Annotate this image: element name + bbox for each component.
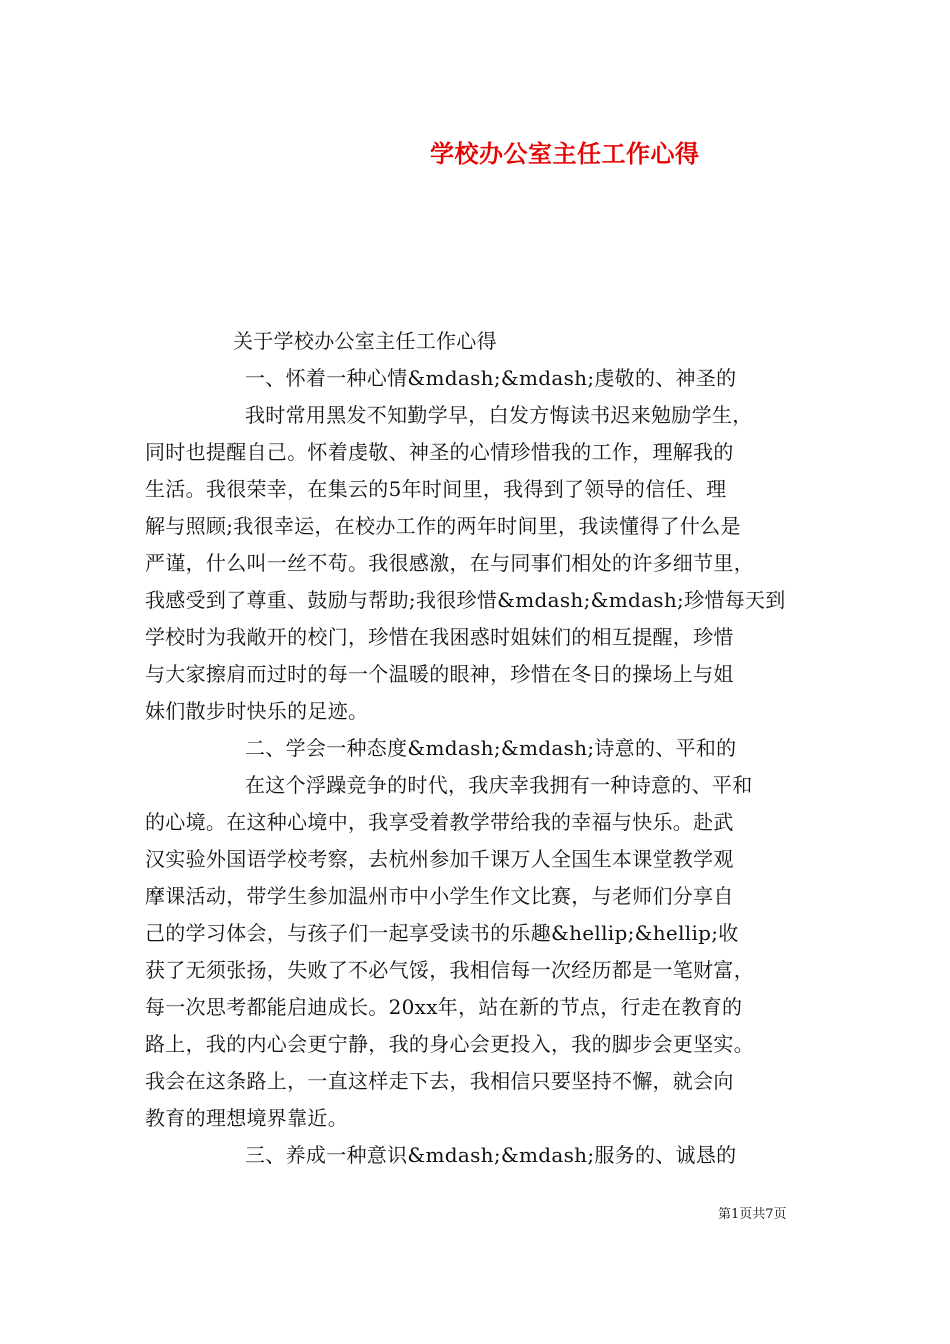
paragraph-line: 我感受到了尊重、鼓励与帮助;我很珍惜&mdash;&mdash;珍惜每天到	[145, 588, 786, 612]
paragraph-line: 的心境。在这种心境中，我享受着教学带给我的幸福与快乐。赴武	[145, 810, 734, 834]
paragraph-line: 与大家擦肩而过时的每一个温暖的眼神，珍惜在冬日的操场上与姐	[145, 662, 734, 686]
paragraph-line: 获了无须张扬，失败了不必气馁，我相信每一次经历都是一笔财富，	[145, 958, 754, 982]
section-heading-2: 二、学会一种态度&mdash;&mdash;诗意的、平和的	[245, 736, 737, 760]
paragraph-line: 教育的理想境界靠近。	[145, 1106, 348, 1130]
page-number: 第1页共7页	[718, 1207, 787, 1222]
paragraph-line: 在这个浮躁竞争的时代，我庆幸我拥有一种诗意的、平和	[245, 773, 753, 797]
paragraph-line: 同时也提醒自己。怀着虔敬、神圣的心情珍惜我的工作，理解我的	[145, 440, 734, 464]
article-heading: 关于学校办公室主任工作心得	[233, 329, 497, 353]
paragraph-line: 路上，我的内心会更宁静，我的身心会更投入，我的脚步会更坚实。	[145, 1032, 754, 1056]
section-heading-3: 三、养成一种意识&mdash;&mdash;服务的、诚恳的	[245, 1143, 737, 1167]
paragraph-line: 己的学习体会，与孩子们一起享受读书的乐趣&hellip;&hellip;收	[145, 921, 739, 945]
paragraph-line: 解与照顾;我很幸运，在校办工作的两年时间里，我读懂得了什么是	[145, 514, 741, 538]
paragraph-line: 严谨，什么叫一丝不苟。我很感激，在与同事们相处的许多细节里，	[145, 551, 754, 575]
paragraph-line: 我会在这条路上，一直这样走下去，我相信只要坚持不懈，就会向	[145, 1069, 734, 1093]
paragraph-line: 学校时为我敞开的校门，珍惜在我困惑时姐妹们的相互提醒，珍惜	[145, 625, 734, 649]
paragraph-line: 生活。我很荣幸，在集云的5年时间里，我得到了领导的信任、理	[145, 477, 727, 501]
document-title: 学校办公室主任工作心得	[430, 139, 700, 168]
paragraph-line: 汉实验外国语学校考察，去杭州参加千课万人全国生本课堂教学观	[145, 847, 734, 871]
paragraph-line: 每一次思考都能启迪成长。20xx年，站在新的节点，行走在教育的	[145, 995, 743, 1019]
paragraph-line: 妹们散步时快乐的足迹。	[145, 699, 369, 723]
section-heading-1: 一、怀着一种心情&mdash;&mdash;虔敬的、神圣的	[245, 366, 737, 390]
paragraph-line: 摩课活动，带学生参加温州市中小学生作文比赛，与老师们分享自	[145, 884, 734, 908]
paragraph-line: 我时常用黑发不知勤学早，白发方悔读书迟来勉励学生，	[245, 403, 753, 427]
